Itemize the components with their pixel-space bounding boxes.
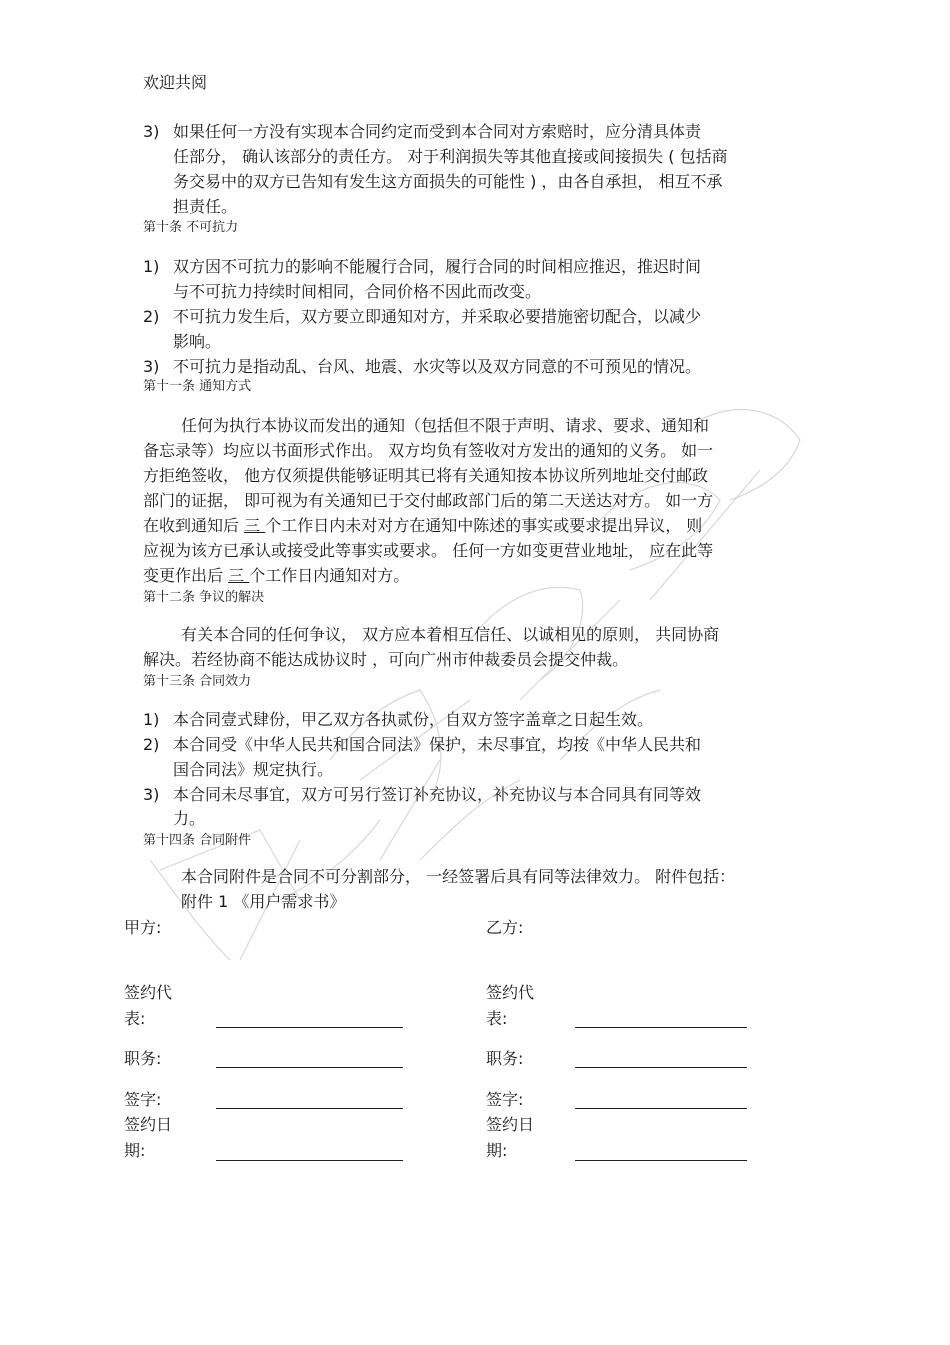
section-heading: 第十条 不可抗力 [143, 220, 239, 235]
party-a-label: 甲方: [124, 918, 162, 937]
party-b-position-field[interactable] [575, 1067, 747, 1068]
text-line: 解决。若经协商不能达成协议时 ，可向广州市仲裁委员会提交仲裁。 [143, 650, 629, 669]
list-number: 3) [143, 785, 160, 804]
party-b-date-label: 签约日 [486, 1115, 535, 1134]
text-fragment: 变更作出后 [143, 566, 229, 585]
text-line: 本合同附件是合同不可分割部分， 一经签署后具有同等法律效力。 附件包括： [181, 867, 736, 886]
party-b-position-label: 职务: [486, 1049, 524, 1068]
text-line: 备忘录等）均应以书面形式作出。 双方均负有签收对方发出的通知的义务。 如一 [143, 441, 714, 460]
blank-days: 三 [228, 566, 250, 585]
section-heading: 第十一条 通知方式 [143, 379, 252, 394]
list-item [143, 354, 701, 379]
list-item [143, 732, 701, 757]
text-line: 应视为该方已承认或接受此等事实或要求。 任何一方如变更营业地址， 应在此等 [143, 541, 714, 560]
party-b-rep-label: 签约代 [486, 983, 535, 1002]
text-line: 力。 [173, 809, 206, 828]
list-number: 2) [143, 735, 160, 754]
blank-days: 三 [244, 516, 266, 535]
party-a-position-field[interactable] [216, 1067, 403, 1068]
party-a-rep-field[interactable] [216, 1027, 403, 1028]
text-line: 与不可抗力持续时间相同，合同价格不因此而改变。 [173, 282, 542, 301]
text-line: 任何为执行本协议而发出的通知（包括但不限于声明、请求、要求、通知和 [181, 416, 710, 435]
list-item [143, 119, 701, 144]
party-b-date-field[interactable] [575, 1160, 747, 1161]
party-a-rep-label-cont: 表: [124, 1009, 146, 1028]
text-line [143, 563, 409, 588]
party-a-sign-field[interactable] [216, 1108, 403, 1109]
party-a-position-label: 职务: [124, 1049, 162, 1068]
section-heading: 第十三条 合同效力 [143, 674, 252, 689]
list-item [143, 254, 701, 279]
party-a-date-label: 签约日 [124, 1115, 173, 1134]
list-item [143, 304, 701, 329]
party-a-date-field[interactable] [216, 1160, 403, 1161]
text-line: 如果任何一方没有实现本合同约定而受到本合同对方索赔时，应分清具体责 [173, 122, 702, 141]
list-item [143, 782, 701, 807]
list-number: 2) [143, 307, 160, 326]
text-line: 本合同受《中华人民共和国合同法》保护，未尽事宜，均按《中华人民共和 [173, 735, 702, 754]
party-a-sign-label: 签字: [124, 1090, 162, 1109]
section-heading: 第十四条 合同附件 [143, 833, 252, 848]
party-b-sign-field[interactable] [575, 1108, 747, 1109]
text-fragment: 个工作日内通知对方。 [249, 566, 410, 585]
party-a-rep-label: 签约代 [124, 983, 173, 1002]
text-line: 任部分， 确认该部分的责任方。 对于利润损失等其他直接或间接损失 ( 包括商 [173, 147, 728, 166]
text-fragment: 在收到通知后 [143, 516, 245, 535]
party-b-rep-label-cont: 表: [486, 1009, 508, 1028]
text-line: 附件 1 《用户需求书》 [181, 892, 346, 911]
text-line: 影响。 [173, 332, 222, 351]
text-line: 方拒绝签收， 他方仅须提供能够证明其已将有关通知按本协议所列地址交付邮政 [143, 466, 709, 485]
text-line: 不可抗力发生后，双方要立即通知对方，并采取必要措施密切配合，以减少 [173, 307, 702, 326]
text-line: 有关本合同的任何争议， 双方应本着相互信任、以诚相见的原则， 共同协商 [181, 625, 720, 644]
text-fragment: 个工作日内未对对方在通知中陈述的事实或要求提出异议， 则 [265, 516, 703, 535]
page-header-title: 欢迎共阅 [143, 73, 208, 92]
list-item [143, 707, 653, 732]
section-heading: 第十二条 争议的解决 [143, 590, 265, 605]
list-number: 1) [143, 257, 160, 276]
text-line: 本合同壹式肆份，甲乙双方各执贰份，自双方签字盖章之日起生效。 [173, 710, 654, 729]
list-number: 3) [143, 122, 160, 141]
party-a-date-label-cont: 期: [124, 1141, 146, 1160]
text-line: 担责任。 [173, 197, 238, 216]
text-line: 双方因不可抗力的影响不能履行合同，履行合同的时间相应推迟，推迟时间 [173, 257, 702, 276]
party-b-sign-label: 签字: [486, 1090, 524, 1109]
text-line: 务交易中的双方已告知有发生这方面损失的可能性 ) ，由各自承担， 相互不承 [173, 172, 723, 191]
party-b-label: 乙方: [486, 918, 524, 937]
list-number: 1) [143, 710, 160, 729]
text-line: 本合同未尽事宜，双方可另行签订补充协议，补充协议与本合同具有同等效 [173, 785, 702, 804]
text-line: 部门的证据， 即可视为有关通知已于交付邮政部门后的第二天送达对方。 如一方 [143, 491, 714, 510]
text-line: 国合同法》规定执行。 [173, 760, 334, 779]
text-line [143, 513, 702, 538]
party-b-date-label-cont: 期: [486, 1141, 508, 1160]
text-line: 不可抗力是指动乱、台风、地震、水灾等以及双方同意的不可预见的情况。 [173, 357, 702, 376]
party-b-rep-field[interactable] [575, 1027, 747, 1028]
list-number: 3) [143, 357, 160, 376]
